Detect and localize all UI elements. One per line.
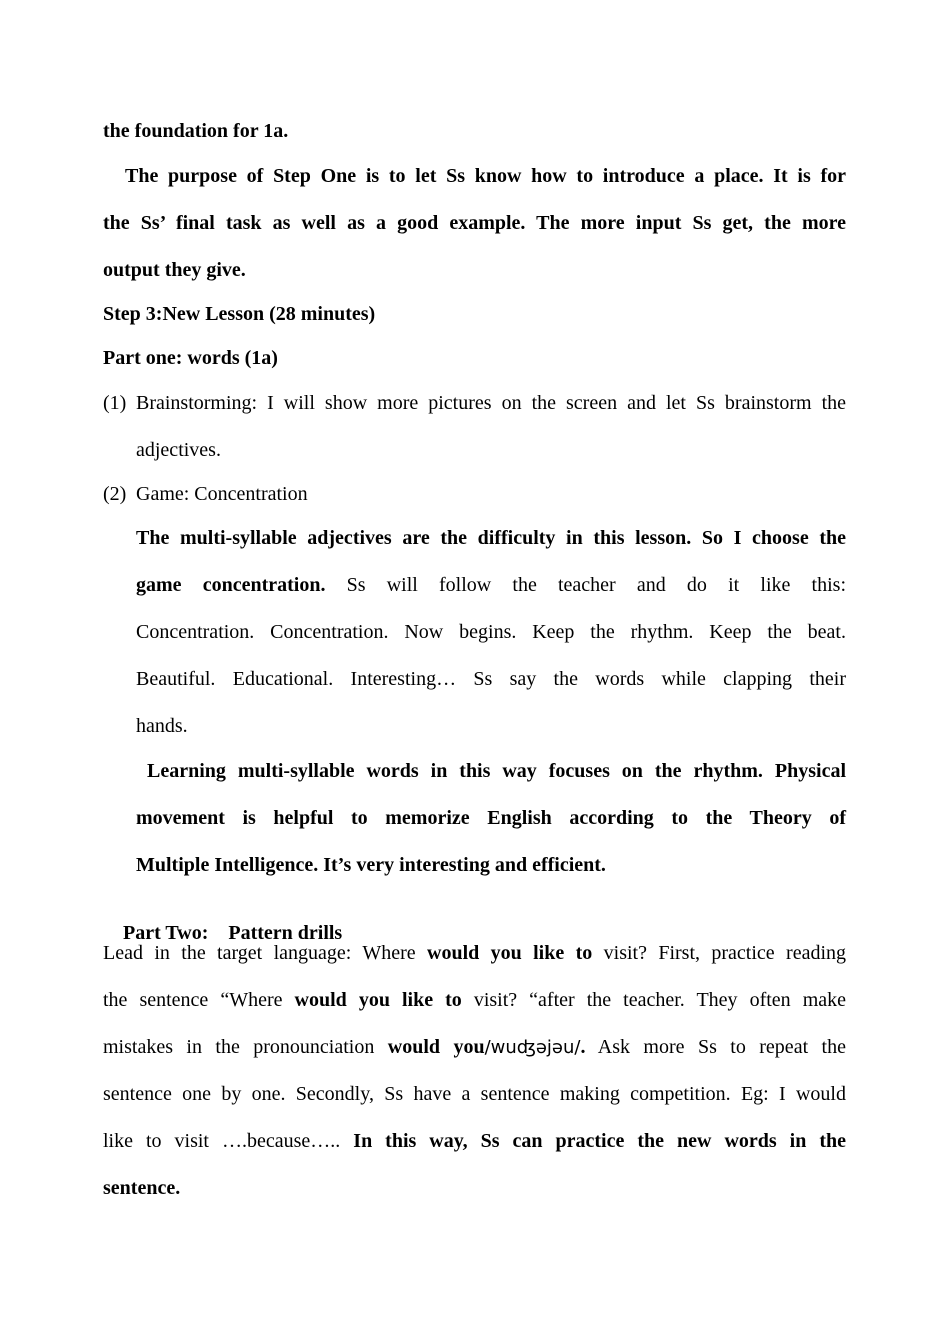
game-text: hands. — [136, 715, 188, 737]
rationale-line-1 — [136, 759, 846, 783]
game-text-bold: game concentration. — [136, 574, 326, 596]
drill-text: sentence one by one. Secondly, Ss have a sentence making competition. Eg: I would — [103, 1083, 846, 1105]
part-two-line-2 — [103, 988, 846, 1012]
target-phrase: would you like to — [427, 942, 593, 964]
game-text: Beautiful. Educational. Interesting… Ss say the words while clapping their — [136, 668, 846, 690]
step3-heading — [103, 302, 846, 326]
list-number: (1) — [103, 392, 127, 414]
list-text: Brainstorming: I will show more pictures on the screen and let Ss brainstorm the — [136, 392, 846, 414]
game-text: The multi-syllable adjectives are the difficulty in this lesson. So I choose the — [136, 527, 846, 549]
game-text: Ss will follow the teacher and do it like this: — [346, 574, 847, 596]
drill-text-bold: In this way, Ss can practice the new words in the — [353, 1130, 847, 1152]
game-line-4 — [136, 667, 846, 691]
drill-text: . — [580, 1036, 586, 1058]
paragraph-text: output they give. — [103, 259, 246, 281]
game-line-2 — [136, 573, 846, 597]
purpose-line-2 — [103, 211, 846, 235]
part-two-line-3 — [103, 1035, 846, 1060]
drill-text: the sentence “Where — [103, 989, 283, 1011]
list-text: Game: Concentration — [136, 483, 308, 505]
heading-text: Part one: words (1a) — [103, 347, 278, 369]
game-text: Concentration. Concentration. Now begins. Keep the rhythm. Keep the beat. — [136, 621, 846, 643]
part-one-heading — [103, 346, 846, 370]
rationale-line-3 — [136, 853, 846, 877]
part-two-line-1 — [103, 941, 846, 965]
list-text: adjectives. — [136, 439, 221, 461]
rationale-text: Multiple Intelligence. It’s very interesting and efficient. — [136, 854, 606, 876]
purpose-line-1 — [103, 164, 846, 188]
drill-text: mistakes in the pronounciation — [103, 1036, 375, 1058]
list-item-2-line-1 — [136, 482, 846, 506]
drill-text: visit? First, practice reading — [603, 942, 847, 964]
paragraph-text: the Ss’ final task as well as a good example. The more input Ss get, the more — [103, 212, 846, 234]
rationale-text: movement is helpful to memorize English according to the Theory of — [136, 807, 846, 829]
list-item-1-line-2 — [136, 438, 846, 462]
part-two-line-4 — [103, 1082, 846, 1106]
game-line-3 — [136, 620, 846, 644]
rationale-text: Learning multi-syllable words in this way focuses on the rhythm. Physical — [147, 760, 846, 782]
heading-text: Step 3:New Lesson (28 minutes) — [103, 303, 376, 325]
phonetic-transcription: /wuʤəjəu/ — [484, 1037, 581, 1058]
paragraph-text: the foundation for 1a. — [103, 120, 289, 142]
drill-text-bold: sentence. — [103, 1177, 181, 1199]
heading-text: Part Two: Pattern drills — [123, 922, 343, 944]
paragraph-foundation — [103, 119, 846, 143]
drill-text: visit? “after the teacher. They often make — [473, 989, 847, 1011]
target-phrase: would you like to — [294, 989, 462, 1011]
list-item-1-line-1 — [136, 391, 846, 415]
list-number: (2) — [103, 483, 127, 505]
part-two-line-6 — [103, 1176, 846, 1200]
rationale-line-2 — [136, 806, 846, 830]
drill-text: like to visit ….because….. — [103, 1130, 341, 1152]
game-line-5 — [136, 714, 846, 738]
purpose-line-3 — [103, 258, 846, 282]
drill-text: Ask more Ss to repeat the — [597, 1036, 846, 1058]
target-phrase: would you — [387, 1036, 485, 1058]
part-two-line-5 — [103, 1129, 846, 1153]
paragraph-text: The purpose of Step One is to let Ss know how to introduce a place. It is for — [125, 165, 846, 187]
game-line-1 — [136, 526, 846, 550]
drill-text: Lead in the target language: Where — [103, 942, 416, 964]
